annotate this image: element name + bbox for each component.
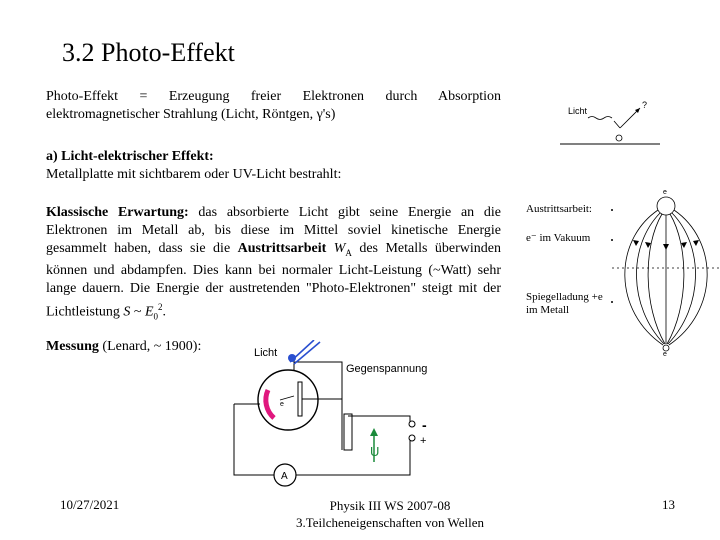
spiegel-label-1: Spiegelladung +e <box>526 291 603 303</box>
definition-text <box>46 88 501 124</box>
terminal-plus <box>409 435 415 441</box>
potentiometer <box>344 414 352 450</box>
classic-text-2: des Metalls überwinden können und abdampfen. Dies kann bei normaler Licht-Leistung (~Watt) sehr lange dauern. Die Energie der austretenden "Photo-Elektronen" steigt mit der Lichtleistung <box>46 241 501 320</box>
classic-bold-austrittsarbeit: Austrittsarbeit <box>237 241 327 256</box>
circuit-light-label: Licht <box>254 347 278 359</box>
circuit-wires <box>234 362 410 475</box>
gegenspannung-label: Gegenspannung <box>346 363 428 375</box>
anode-plate <box>298 382 302 416</box>
minus-label: - <box>422 417 427 433</box>
field-lines <box>625 210 707 345</box>
bottom-charge-label: e <box>663 351 667 358</box>
symbol-tilde: ~ <box>130 304 145 320</box>
figure-light-label: Licht <box>568 106 588 116</box>
wave-icon <box>588 117 612 120</box>
symbol-W-sub: A <box>345 247 352 258</box>
section-a <box>46 148 506 184</box>
image-charge-figure <box>608 186 720 360</box>
section-a-text: Metallplatte mit sichtbarem oder UV-Licht bestrahlt: <box>46 167 342 182</box>
electron-icon <box>616 135 622 141</box>
symbol-E-sup: 2 <box>158 301 163 312</box>
classic-text-1: das absorbierte Licht gibt seine Energie an die Elektronen im Metall ab, bis diese im Mittel soviel kinetische Energie gesammelt haben, dass sie die <box>46 205 501 256</box>
spiegel-label-2: im Metall <box>526 304 570 316</box>
symbol-E-sub: 0 <box>153 311 159 322</box>
light-surface-figure <box>560 96 660 152</box>
dot-marker <box>611 301 613 303</box>
measure-line <box>46 338 201 356</box>
classic-expectation-paragraph <box>46 204 501 325</box>
ammeter-label: A <box>281 471 288 482</box>
measure-label: Messung <box>46 339 99 354</box>
footer-course <box>280 497 500 531</box>
dot-marker <box>611 209 613 211</box>
cathode-sweep <box>266 390 274 418</box>
slide-title: 3.2 Photo-Effekt <box>62 38 235 67</box>
electron-label: e <box>280 401 284 408</box>
voltage-arrow-head-icon <box>370 428 378 436</box>
symbol-W: W <box>333 241 346 256</box>
plus-label: + <box>420 435 427 447</box>
symbol-E: E <box>144 304 154 320</box>
footer-course-line1: Physik III WS 2007-08 <box>329 498 451 513</box>
footer-course-line2: 3.Teilcheneigenschaften von Wellen <box>295 515 485 530</box>
electron-vacuum-icon <box>657 197 675 215</box>
footer-page-number: 13 <box>662 497 675 512</box>
austritt-label: Austrittsarbeit: <box>526 203 592 215</box>
figure-question-mark: ? <box>642 100 648 110</box>
measure-text: (Lenard, ~ 1900): <box>98 339 202 354</box>
light-source-icon <box>288 354 296 362</box>
section-a-heading: a) Licht-elektrischer Effekt: <box>46 149 214 164</box>
footer-date: 10/27/2021 <box>60 497 120 512</box>
dot-marker <box>611 239 613 241</box>
terminal-minus <box>409 421 415 427</box>
classic-end: . <box>162 304 167 320</box>
lenard-circuit-figure <box>230 340 470 495</box>
definition-body: Photo-Effekt = Erzeugung freier Elektronen durch Absorption elektromagnetischer Strahlung (Licht, Röntgen, γ's) <box>46 89 501 122</box>
electron-path <box>280 396 294 400</box>
incoming-ray <box>614 121 620 128</box>
voltage-label: U <box>370 444 380 459</box>
classic-label: Klassische Erwartung: <box>46 205 189 220</box>
top-charge-label: e <box>663 189 667 196</box>
symbol-S: S <box>123 304 131 320</box>
vakuum-label: e⁻ im Vakuum <box>526 232 591 244</box>
